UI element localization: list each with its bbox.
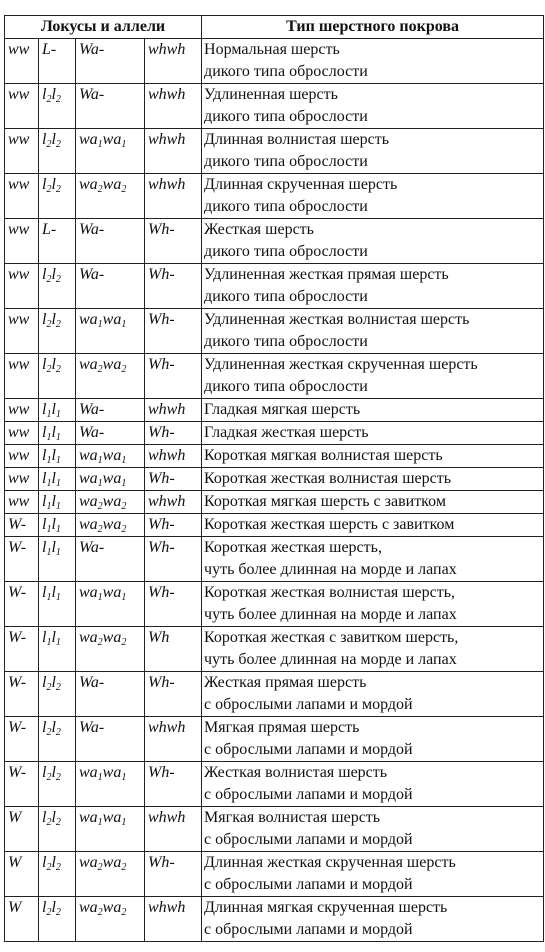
locus-wa-cell: $wa_2wa_2$ [76, 514, 145, 537]
locus-l-cell: $l_1l_1$ [39, 422, 76, 445]
coat-description-cell [202, 264, 544, 309]
locus-wa-cell: Wa- [76, 717, 145, 762]
locus-wh-cell: whwh [145, 445, 202, 468]
locus-wh-cell: whwh [145, 174, 202, 219]
coat-description-line-2: дикого типа оброслости [204, 243, 368, 260]
locus-w-cell: ww [5, 399, 39, 422]
table-row [5, 717, 544, 762]
coat-description-line-1: Короткая жесткая волнистая шерсть, [204, 584, 456, 601]
locus-wa-cell: $wa_1wa_1$ [76, 807, 145, 852]
coat-description-cell [202, 219, 544, 264]
locus-l-cell: $l_2l_2$ [39, 717, 76, 762]
locus-wh-cell: Wh- [145, 537, 202, 582]
locus-w-cell: ww [5, 309, 39, 354]
coat-description-cell [202, 807, 544, 852]
coat-description-line-2: дикого типа оброслости [204, 198, 368, 215]
coat-description-cell [202, 354, 544, 399]
locus-l-cell: $l_1l_1$ [39, 514, 76, 537]
coat-description-line-2: дикого типа оброслости [204, 153, 368, 170]
coat-description-cell [202, 582, 544, 627]
coat-description-line-2: чуть более длинная на морде и лапах [204, 606, 457, 623]
coat-description-line-2: с оброслыми лапами и мордой [204, 831, 413, 848]
locus-l-cell: $l_2l_2$ [39, 264, 76, 309]
coat-description-line-2: дикого типа оброслости [204, 288, 368, 305]
table-row [5, 309, 544, 354]
coat-description-cell [202, 309, 544, 354]
coat-description-cell [202, 491, 544, 514]
table-body [5, 39, 544, 942]
locus-wh-cell: Wh- [145, 264, 202, 309]
locus-l-cell: $l_1l_1$ [39, 445, 76, 468]
locus-wa-cell: Wa- [76, 219, 145, 264]
table-row [5, 491, 544, 514]
header-coat-type: Тип шерстного покрова [202, 16, 544, 39]
coat-description-line-2: дикого типа оброслости [204, 378, 368, 395]
locus-wa-cell: $wa_2wa_2$ [76, 354, 145, 399]
coat-description-line-1: Удлиненная жесткая волнистая шерсть [204, 311, 470, 328]
coat-description-line-1: Короткая жесткая шерсть с завитком [204, 516, 455, 533]
coat-description-cell [202, 468, 544, 491]
locus-wh-cell: Wh- [145, 309, 202, 354]
table-row [5, 514, 544, 537]
locus-wa-cell: $wa_2wa_2$ [76, 852, 145, 897]
coat-description-line-2: дикого типа оброслости [204, 108, 368, 125]
locus-w-cell: W- [5, 762, 39, 807]
locus-w-cell: W- [5, 514, 39, 537]
locus-wh-cell: whwh [145, 491, 202, 514]
locus-l-cell: $l_2l_2$ [39, 84, 76, 129]
coat-description-line-1: Короткая жесткая шерсть, [204, 539, 382, 556]
coat-description-line-2: чуть более длинная на морде и лапах [204, 561, 457, 578]
locus-l-cell: $l_2l_2$ [39, 897, 76, 942]
locus-w-cell: W- [5, 672, 39, 717]
coat-description-line-2: дикого типа оброслости [204, 333, 368, 350]
coat-description-line-1: Короткая мягкая шерсть с завитком [204, 493, 446, 510]
coat-description-line-1: Короткая жесткая с завитком шерсть, [204, 629, 459, 646]
locus-w-cell: ww [5, 174, 39, 219]
locus-wa-cell: $wa_2wa_2$ [76, 491, 145, 514]
locus-w-cell: W [5, 852, 39, 897]
coat-description-line-1: Гладкая жесткая шерсть [204, 424, 369, 441]
locus-l-cell: $l_1l_1$ [39, 537, 76, 582]
coat-description-line-1: Удлиненная жесткая прямая шерсть [204, 266, 449, 283]
locus-l-cell: $l_2l_2$ [39, 129, 76, 174]
table-row [5, 264, 544, 309]
coat-description-line-1: Длинная мягкая скрученная шерсть [204, 899, 448, 916]
table-row [5, 219, 544, 264]
locus-wh-cell: whwh [145, 129, 202, 174]
locus-wh-cell: Wh- [145, 514, 202, 537]
coat-description-cell [202, 762, 544, 807]
table-row [5, 84, 544, 129]
locus-wh-cell: whwh [145, 399, 202, 422]
locus-l-cell: $l_2l_2$ [39, 174, 76, 219]
table-row [5, 672, 544, 717]
coat-description-cell [202, 174, 544, 219]
locus-w-cell: ww [5, 219, 39, 264]
coat-description-cell [202, 537, 544, 582]
coat-description-line-1: Длинная жесткая скрученная шерсть [204, 854, 456, 871]
table-row [5, 627, 544, 672]
coat-description-cell [202, 897, 544, 942]
locus-wa-cell: $wa_1wa_1$ [76, 468, 145, 491]
coat-description-line-1: Жесткая волнистая шерсть [204, 764, 388, 781]
locus-wa-cell: Wa- [76, 39, 145, 84]
coat-description-line-1: Жесткая шерсть [204, 221, 314, 238]
locus-w-cell: W- [5, 537, 39, 582]
coat-description-cell [202, 852, 544, 897]
coat-description-line-2: чуть более длинная на морде и лапах [204, 651, 457, 668]
coat-description-line-1: Гладкая мягкая шерсть [204, 401, 361, 418]
coat-description-line-2: с оброслыми лапами и мордой [204, 921, 413, 938]
header-loci-alleles: Локусы и аллели [5, 16, 202, 39]
locus-wh-cell: Wh- [145, 672, 202, 717]
table-row [5, 762, 544, 807]
coat-description-cell [202, 422, 544, 445]
locus-w-cell: ww [5, 422, 39, 445]
locus-wh-cell: whwh [145, 717, 202, 762]
table-row [5, 537, 544, 582]
locus-l-cell: $l_1l_1$ [39, 399, 76, 422]
locus-wa-cell: Wa- [76, 537, 145, 582]
table-row [5, 445, 544, 468]
coat-description-line-1: Короткая жесткая волнистая шерсть [204, 470, 452, 487]
coat-description-cell [202, 399, 544, 422]
table-row [5, 852, 544, 897]
coat-description-line-1: Мягкая прямая шерсть [204, 719, 360, 736]
locus-wa-cell: $wa_2wa_2$ [76, 897, 145, 942]
coat-description-cell [202, 627, 544, 672]
coat-description-cell [202, 129, 544, 174]
table-row [5, 468, 544, 491]
table-row [5, 897, 544, 942]
table-row [5, 807, 544, 852]
coat-description-line-1: Нормальная шерсть [204, 41, 340, 58]
locus-w-cell: ww [5, 129, 39, 174]
header-row [5, 16, 544, 39]
coat-description-line-2: с оброслыми лапами и мордой [204, 741, 413, 758]
locus-wh-cell: whwh [145, 39, 202, 84]
locus-w-cell: ww [5, 468, 39, 491]
locus-l-cell: $l_2l_2$ [39, 807, 76, 852]
locus-l-cell: $l_2l_2$ [39, 309, 76, 354]
locus-wa-cell: Wa- [76, 264, 145, 309]
coat-description-line-1: Короткая мягкая волнистая шерсть [204, 447, 443, 464]
table-row [5, 422, 544, 445]
locus-w-cell: ww [5, 445, 39, 468]
locus-w-cell: W- [5, 717, 39, 762]
locus-wa-cell: $wa_2wa_2$ [76, 627, 145, 672]
coat-description-cell [202, 445, 544, 468]
locus-l-cell: $l_2l_2$ [39, 672, 76, 717]
locus-l-cell: $l_1l_1$ [39, 582, 76, 627]
coat-description-line-2: дикого типа оброслости [204, 63, 368, 80]
coat-description-cell [202, 717, 544, 762]
locus-wa-cell: $wa_1wa_1$ [76, 762, 145, 807]
coat-description-line-1: Удлиненная шерсть [204, 86, 338, 103]
locus-w-cell: ww [5, 264, 39, 309]
coat-description-line-2: с оброслыми лапами и мордой [204, 786, 413, 803]
table-row [5, 582, 544, 627]
locus-w-cell: ww [5, 39, 39, 84]
locus-wa-cell: Wa- [76, 422, 145, 445]
locus-wh-cell: Wh- [145, 219, 202, 264]
locus-wa-cell: $wa_1wa_1$ [76, 129, 145, 174]
locus-wh-cell: Wh- [145, 354, 202, 399]
locus-wh-cell: whwh [145, 84, 202, 129]
locus-l-cell: $l_2l_2$ [39, 354, 76, 399]
table-row [5, 354, 544, 399]
locus-wh-cell: Wh- [145, 582, 202, 627]
coat-description-line-1: Длинная волнистая шерсть [204, 131, 389, 148]
locus-wa-cell: $wa_1wa_1$ [76, 309, 145, 354]
locus-w-cell: W- [5, 582, 39, 627]
locus-wh-cell: whwh [145, 807, 202, 852]
locus-l-cell: L- [39, 219, 76, 264]
locus-wa-cell: $wa_1wa_1$ [76, 445, 145, 468]
locus-l-cell: $l_1l_1$ [39, 491, 76, 514]
coat-description-line-1: Мягкая волнистая шерсть [204, 809, 381, 826]
locus-wh-cell: Wh- [145, 762, 202, 807]
table-row [5, 39, 544, 84]
coat-type-table [4, 15, 544, 942]
locus-w-cell: W- [5, 627, 39, 672]
locus-l-cell: $l_1l_1$ [39, 468, 76, 491]
coat-description-cell [202, 514, 544, 537]
locus-l-cell: $l_2l_2$ [39, 762, 76, 807]
locus-wh-cell: whwh [145, 897, 202, 942]
coat-description-cell [202, 672, 544, 717]
locus-l-cell: L- [39, 39, 76, 84]
locus-wa-cell: Wa- [76, 672, 145, 717]
coat-description-cell [202, 39, 544, 84]
locus-w-cell: ww [5, 491, 39, 514]
table-row [5, 174, 544, 219]
locus-l-cell: $l_1l_1$ [39, 627, 76, 672]
coat-description-line-1: Длинная скрученная шерсть [204, 176, 398, 193]
locus-wa-cell: $wa_2wa_2$ [76, 174, 145, 219]
table-row [5, 129, 544, 174]
locus-wa-cell: $wa_1wa_1$ [76, 582, 145, 627]
locus-w-cell: W [5, 897, 39, 942]
table-row [5, 399, 544, 422]
locus-w-cell: W [5, 807, 39, 852]
locus-wh-cell: Wh- [145, 852, 202, 897]
locus-wa-cell: Wa- [76, 84, 145, 129]
locus-l-cell: $l_2l_2$ [39, 852, 76, 897]
coat-description-line-1: Жесткая прямая шерсть [204, 674, 367, 691]
locus-wh-cell: Wh- [145, 468, 202, 491]
coat-description-cell [202, 84, 544, 129]
locus-w-cell: ww [5, 354, 39, 399]
locus-wa-cell: Wa- [76, 399, 145, 422]
coat-description-line-2: с оброслыми лапами и мордой [204, 696, 413, 713]
coat-description-line-1: Удлиненная жесткая скрученная шерсть [204, 356, 478, 373]
coat-description-line-2: с оброслыми лапами и мордой [204, 876, 413, 893]
locus-wh-cell: Wh [145, 627, 202, 672]
locus-w-cell: ww [5, 84, 39, 129]
locus-wh-cell: Wh- [145, 422, 202, 445]
